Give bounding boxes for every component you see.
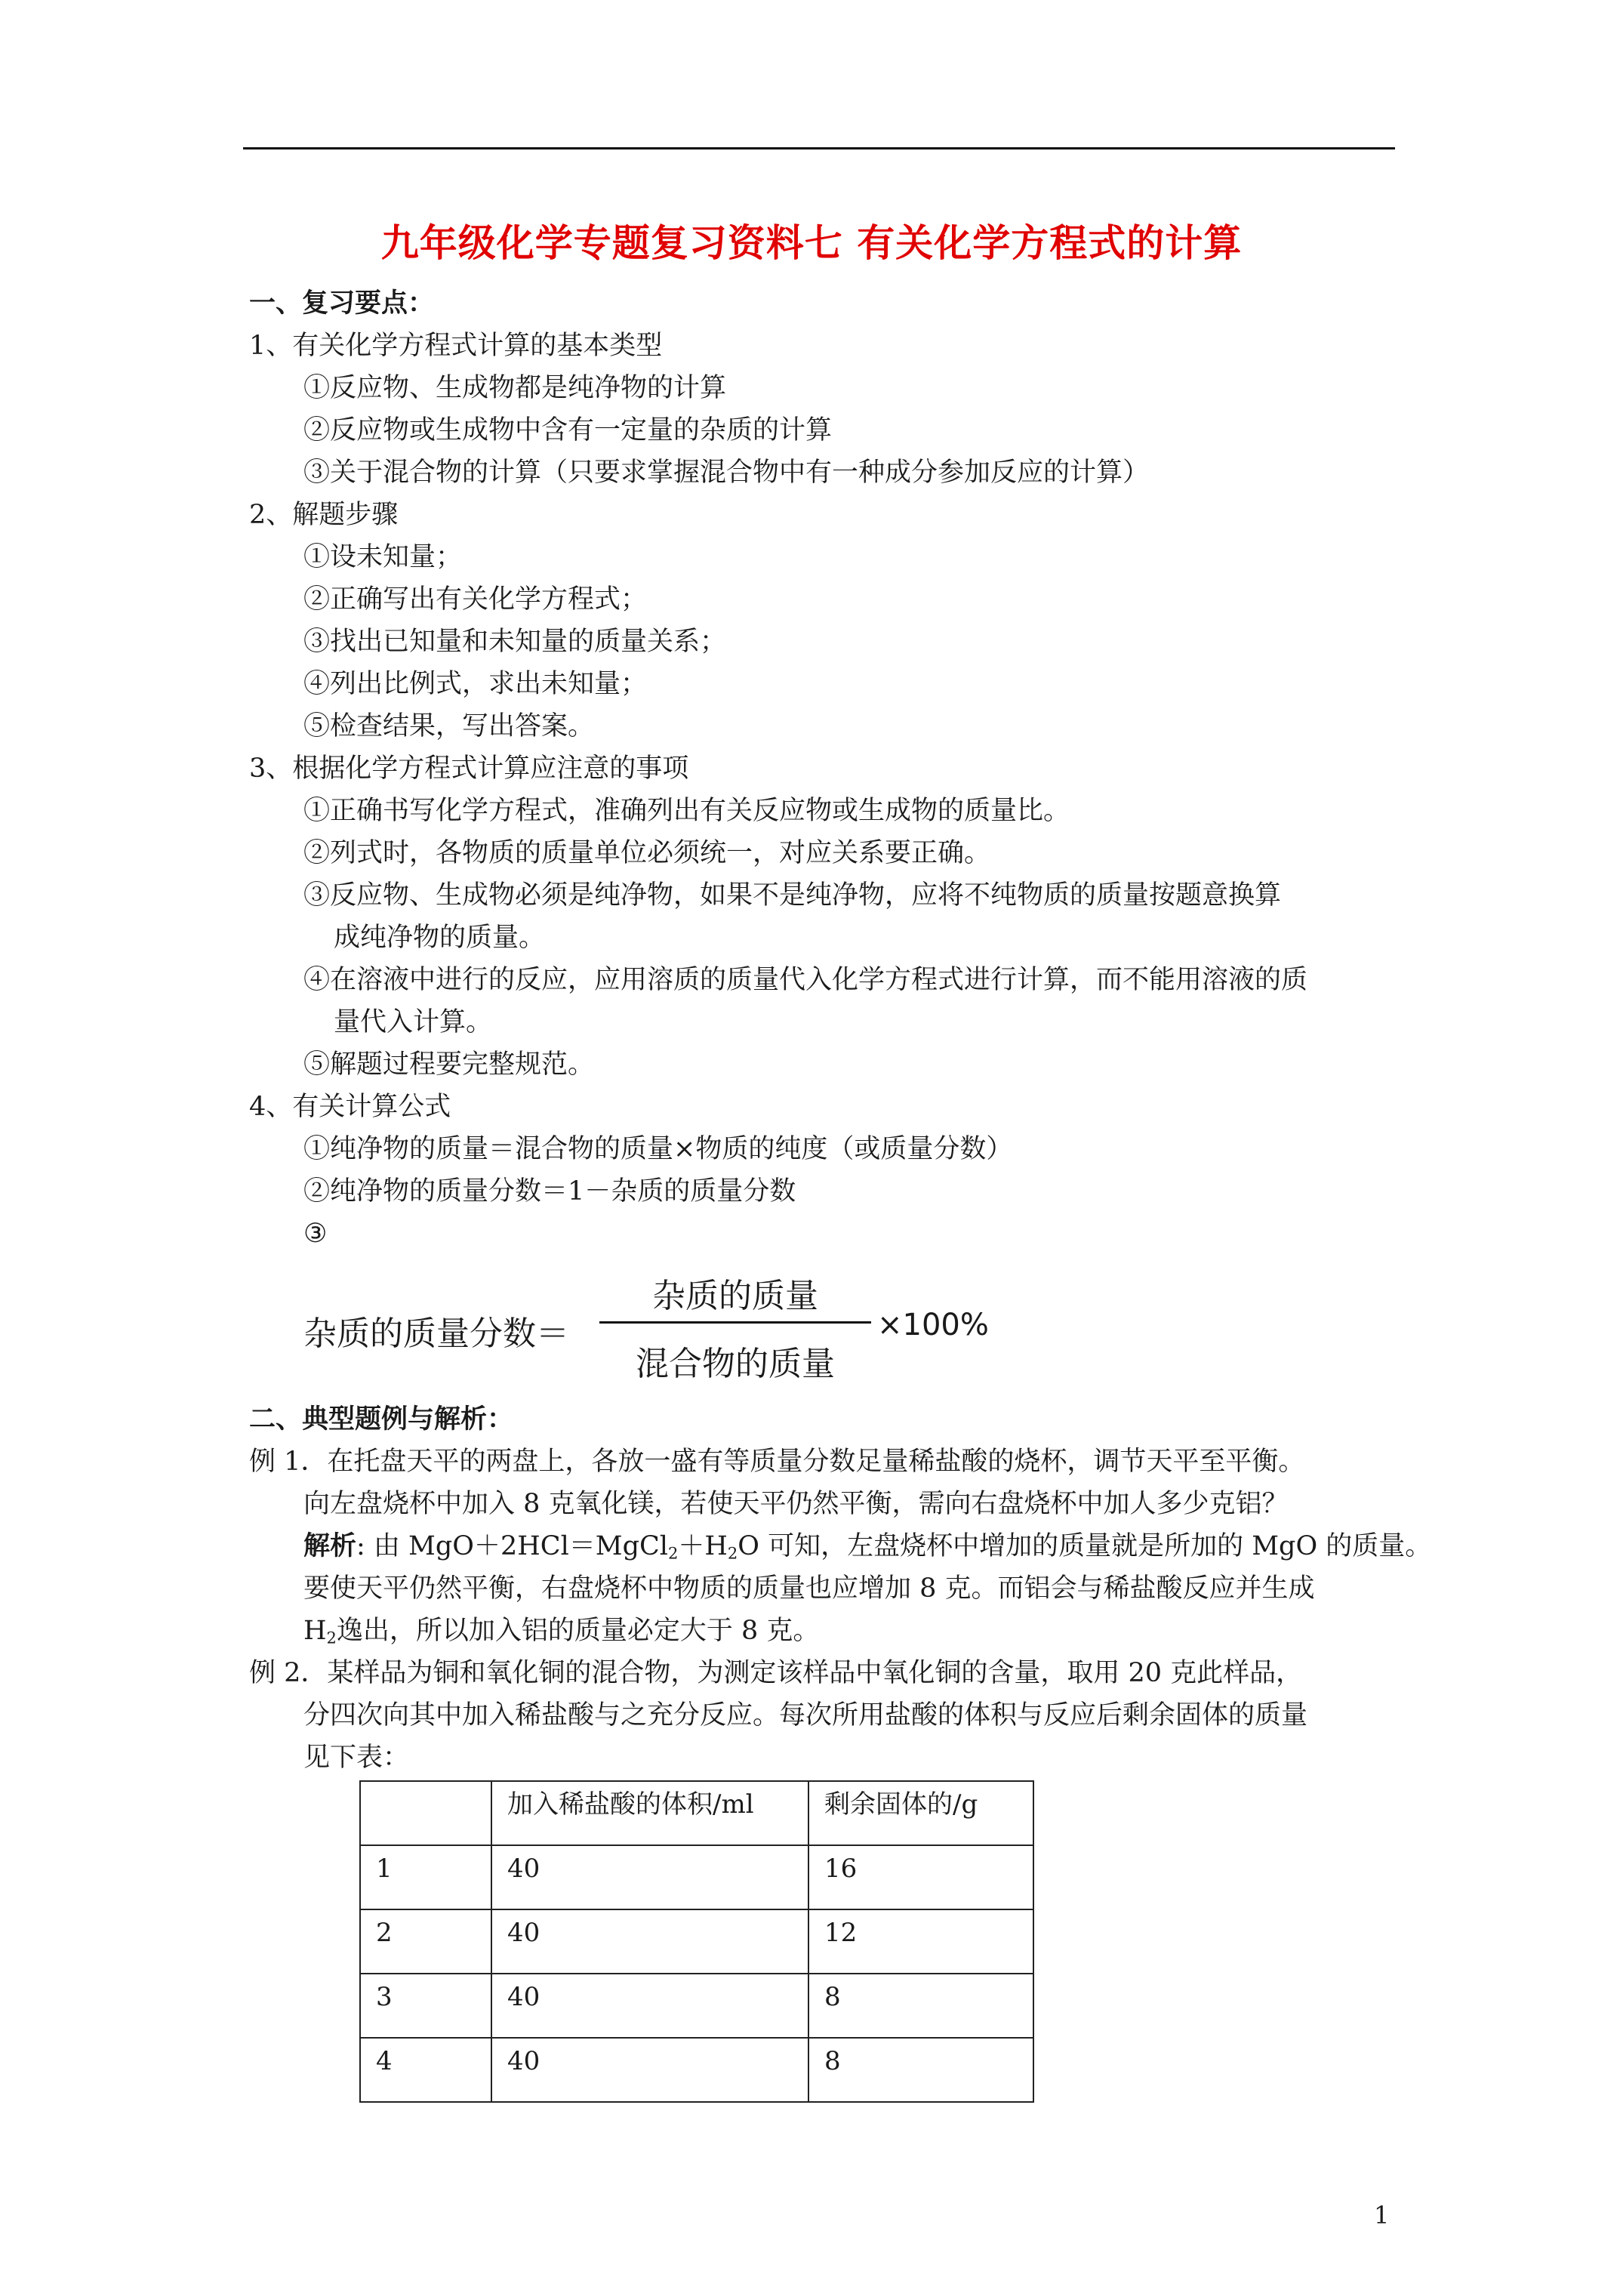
- table-header-row: [360, 1781, 1033, 1845]
- table-cell: 16: [808, 1845, 1033, 1909]
- point1-item: ③关于混合物的计算（只要求掌握混合物中有一种成分参加反应的计算）: [303, 458, 1150, 488]
- point3-item: ②列式时，各物质的质量单位必须统一，对应关系要正确。: [303, 838, 991, 868]
- table-row: [360, 1909, 1033, 1974]
- point4-item: ①纯净物的质量＝混合物的质量×物质的纯度（或质量分数）: [303, 1134, 1013, 1164]
- example1-line: 例 1．在托盘天平的两盘上，各放一盛有等质量分数足量稀盐酸的烧杯，调节天平至平衡。: [249, 1447, 1305, 1477]
- point2-heading: 2、解题步骤: [249, 500, 399, 530]
- table-header-cell: [360, 1781, 491, 1845]
- formula-lhs: 杂质的质量分数＝: [303, 1314, 569, 1353]
- analysis-label: 解析: [303, 1530, 357, 1561]
- table-cell: 40: [491, 1909, 808, 1974]
- point3-item: ④在溶液中进行的反应，应用溶质的质量代入化学方程式进行计算，而不能用溶液的质: [303, 965, 1308, 995]
- page-number: 1: [1374, 2201, 1390, 2230]
- table-row: [360, 2038, 1033, 2102]
- point4-heading: 4、有关计算公式: [249, 1092, 451, 1122]
- subscript: 2: [727, 1544, 738, 1563]
- point1-item: ②反应物或生成物中含有一定量的杂质的计算: [303, 415, 833, 445]
- equation-part: : 由 MgO＋2HCl＝MgCl: [356, 1531, 668, 1561]
- example1-line: 要使天平仍然平衡，右盘烧杯中物质的质量也应增加 8 克。而铝会与稀盐酸反应并生成: [303, 1573, 1315, 1604]
- equation-part: ＋H: [678, 1531, 728, 1561]
- formula-denominator: 混合物的质量: [636, 1345, 835, 1383]
- section1-heading: 一、复习要点：: [249, 288, 435, 319]
- table-cell: 4: [360, 2038, 491, 2102]
- table-cell: 40: [491, 2038, 808, 2102]
- table-cell: 3: [360, 1974, 491, 2038]
- point2-item: ③找出已知量和未知量的质量关系；: [303, 627, 727, 657]
- example1-line: [303, 1613, 819, 1656]
- section2-heading: 二、典型题例与解析：: [249, 1404, 514, 1435]
- formula-h: H: [303, 1616, 327, 1646]
- results-table: [359, 1780, 1034, 2103]
- header-rule: [243, 147, 1395, 149]
- point3-item: ①正确书写化学方程式，准确列出有关反应物或生成物的质量比。: [303, 796, 1070, 826]
- point3-heading: 3、根据化学方程式计算应注意的事项: [249, 754, 689, 784]
- point3-item-continued: 成纯净物的质量。: [334, 923, 546, 953]
- point4-item: ③: [303, 1219, 328, 1249]
- example2-line: 例 2．某样品为铜和氧化铜的混合物，为测定该样品中氧化铜的含量，取用 20 克此样品，: [249, 1658, 1303, 1688]
- table-row: [360, 1974, 1033, 2038]
- point2-item: ①设未知量；: [303, 542, 463, 572]
- table-cell: 1: [360, 1845, 491, 1909]
- table-header-cell: 加入稀盐酸的体积/ml: [491, 1781, 808, 1845]
- point1-heading: 1、有关化学方程式计算的基本类型: [249, 331, 663, 361]
- impurity-fraction-formula: [303, 1268, 989, 1389]
- formula-numerator: 杂质的质量: [652, 1277, 818, 1315]
- formula-rhs: ×100%: [877, 1308, 989, 1342]
- point2-item: ⑤检查结果，写出答案。: [303, 711, 595, 741]
- table-row: [360, 1845, 1033, 1909]
- text-part: 逸出，所以加入铝的质量必定大于 8 克。: [336, 1616, 820, 1646]
- table-header-cell: 剩余固体的/g: [808, 1781, 1033, 1845]
- point2-item: ②正确写出有关化学方程式；: [303, 584, 648, 615]
- page-title: 九年级化学专题复习资料七 有关化学方程式的计算: [380, 220, 1243, 265]
- point2-item: ④列出比例式，求出未知量；: [303, 669, 648, 699]
- fraction-bar: [599, 1321, 871, 1324]
- point3-item-continued: 量代入计算。: [334, 1007, 493, 1037]
- table-cell: 8: [808, 1974, 1033, 2038]
- example1-analysis-line: [303, 1528, 1431, 1571]
- point4-item: ②纯净物的质量分数＝1－杂质的质量分数: [303, 1176, 796, 1207]
- table-cell: 12: [808, 1909, 1033, 1974]
- point3-item: ⑤解题过程要完整规范。: [303, 1049, 595, 1080]
- table-cell: 8: [808, 2038, 1033, 2102]
- subscript: 2: [326, 1629, 337, 1647]
- table-cell: 40: [491, 1974, 808, 2038]
- example2-line: 见下表：: [303, 1743, 410, 1773]
- example1-line: 向左盘烧杯中加入 8 克氧化镁，若使天平仍然平衡，需向右盘烧杯中加人多少克铝？: [303, 1489, 1289, 1519]
- subscript: 2: [667, 1544, 679, 1563]
- example2-line: 分四次向其中加入稀盐酸与之充分反应。每次所用盐酸的体积与反应后剩余固体的质量: [303, 1700, 1308, 1730]
- point1-item: ①反应物、生成物都是纯净物的计算: [303, 373, 727, 403]
- equation-part: O 可知，左盘烧杯中增加的质量就是所加的 MgO 的质量。: [738, 1531, 1432, 1561]
- table-cell: 2: [360, 1909, 491, 1974]
- table-cell: 40: [491, 1845, 808, 1909]
- point3-item: ③反应物、生成物必须是纯净物，如果不是纯净物，应将不纯物质的质量按题意换算: [303, 880, 1282, 911]
